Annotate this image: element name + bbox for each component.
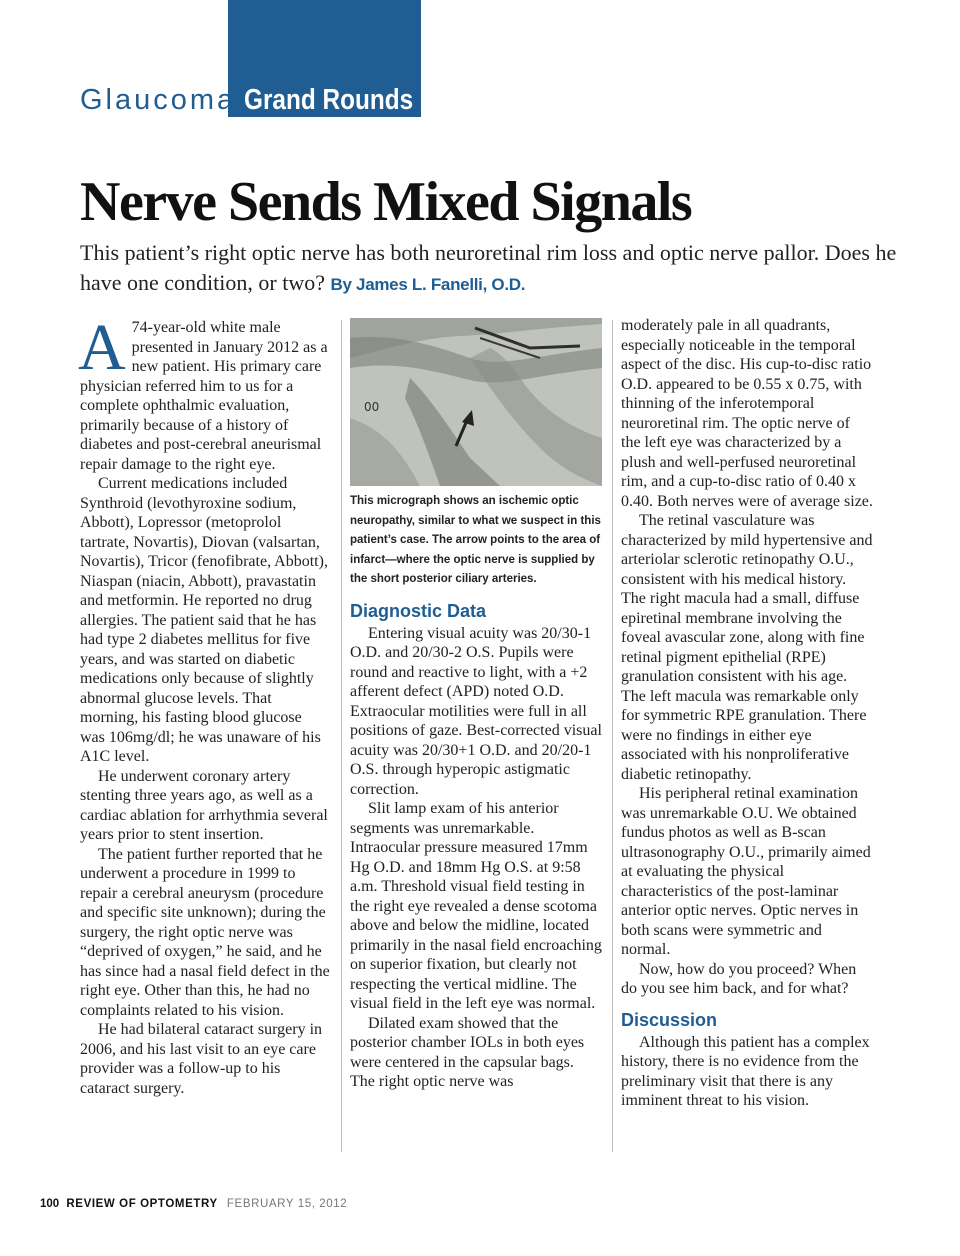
column-divider-1: [341, 320, 342, 1152]
section-label-light: Glaucoma: [80, 84, 237, 116]
body-paragraph: Although this patient has a complex history, there is no evidence from the preliminary visit that there is any imminent threat to his vision.: [621, 1033, 870, 1109]
body-paragraph: [78, 311, 330, 474]
body-paragraph: The retinal vasculature was characterized by mild hypertensive and arteriolar sclerotic retinopathy O.U., consistent with his medical history. The right macula had a small, diffuse epiretinal membrane involving the foveal avascular zone, along with fine retinal pigment epithelial (RPE) granulation consistent with his age. The left macula was remarkable only for symmetric RPE granulation. There were no findings in either eye associated with his nonproliferative diabetic retinopathy.: [621, 512, 873, 783]
body-paragraph: His peripheral retinal examination was unremarkable O.U. We obtained fundus photos as well as B-scan ultrasonography O.U., primarily aimed at evaluating the physical characteristics of the post-laminar anterior optic nerves. Optic nerves in both scans were symmetric and normal.: [621, 785, 871, 958]
article-title: Nerve Sends Mixed Signals: [80, 171, 692, 233]
column-1: [78, 311, 330, 1098]
drop-cap: A: [78, 311, 126, 384]
figure-caption: This micrograph shows an ischemic optic neuropathy, similar to what we suspect in this patient’s case. The arrow points to the area of infarct—where the optic nerve is supplied by the short posterior ciliary arteries.: [350, 495, 601, 585]
body-paragraph: He had bilateral cataract surgery in 2006, and his last visit to an eye care provider was a follow-up to his cataract surgery.: [80, 1021, 323, 1097]
page-footer: [40, 1198, 347, 1210]
section-label-bold: Grand Rounds: [244, 84, 414, 116]
byline: By James L. Fanelli, O.D.: [330, 275, 526, 294]
magazine-name: REVIEW OF OPTOMETRY: [66, 1198, 218, 1210]
body-paragraph: Now, how do you proceed? When do you see him back, and for what?: [621, 960, 857, 997]
photo-label: 00: [364, 400, 380, 414]
body-paragraph: Dilated exam showed that the posterior chamber IOLs in both eyes were centered in the capsular bags. The right optic nerve was: [350, 1014, 585, 1090]
body-paragraph: The patient further reported that he underwent a procedure in 1999 to repair a cerebral aneurysm (procedure and specific site unknown); during the surgery, the right optic nerve was “deprived of oxygen,” he said, and he has since had a nasal field defect in the right eye. Other than this, he had no complaints related to his vision.: [80, 845, 330, 1019]
subhead-diagnostic-data: Diagnostic Data: [350, 600, 487, 621]
body-paragraph: He underwent coronary artery stenting three years ago, as well as a cardiac ablation for arrhythmia several years prior to stent insertion.: [80, 767, 328, 843]
column-2: [350, 318, 602, 1092]
column-3: [621, 316, 873, 1111]
micrograph-image: [350, 318, 602, 486]
body-paragraph: Slit lamp exam of his anterior segments was unremarkable. Intraocular pressure measured 17mm Hg O.D. and 18mm Hg O.S. at 9:58 a.m. Threshold visual field testing in the right eye revealed a dense scotoma above and below the midline, located primarily in the nasal field encroaching on superior fixation, but clearly not respecting the vertical midline. The visual field in the left eye was normal.: [350, 800, 602, 1012]
body-paragraph: moderately pale in all quadrants, especially noticeable in the temporal aspect of the disc. His cup-to-disc ratio O.D. appeared to be 0.55 x 0.75, with thinning of the inferotemporal neuroretinal rim. The optic nerve of the left eye was characterized by a plush and well-perfused neuroretinal rim, and a cup-to-disc ratio of 0.40 x 0.40. Both nerves were of average size.: [621, 317, 873, 510]
body-paragraph: Entering visual acuity was 20/30-1 O.D. and 20/30-2 O.S. Pupils were round and reactive to light, with a +2 afferent defect (APD) noted O.D. Extraocular motilities were full in all positions of gaze. Best-corrected visual acuity was 20/30+1 O.D. and 20/20-1 O.S. through hyperopic astigmatic correction.: [350, 624, 602, 798]
subhead-discussion: Discussion: [621, 1009, 718, 1030]
article-deck: [80, 238, 900, 300]
column-divider-2: [612, 320, 613, 1152]
section-label: [80, 82, 446, 118]
micrograph-illustration: [350, 318, 602, 486]
issue-date: FEBRUARY 15, 2012: [226, 1198, 348, 1210]
body-paragraph: Current medications included Synthroid (levothyroxine sodium, Abbott), Lopressor (metoprolol tartrate, Novartis), Diovan (valsartan, Novartis), Tricor (fenofibrate, Abbott), Niaspan (niacin, Abbott), pravastatin and metformin. He reported no drug allergies. The patient said that he has had type 2 diabetes mellitus for five years, and was started on diabetic medications only because of slightly abnormal glucose levels. That morning, his fasting blood glucose was 106mg/dl; he was unaware of his A1C level.: [80, 475, 328, 765]
paragraph-text: 74-year-old white male presented in January 2012 as a new patient. His primary care physician referred him to us for a complete ophthalmic evaluation, primarily because of a history of diabetes and post-cerebral aneurismal repair damage to the right eye.: [80, 319, 328, 473]
deck-text: This patient’s right optic nerve has both neuroretinal rim loss and optic nerve pallor. Does he have one condition, or two?: [80, 240, 897, 295]
page-number: 100: [40, 1198, 60, 1210]
